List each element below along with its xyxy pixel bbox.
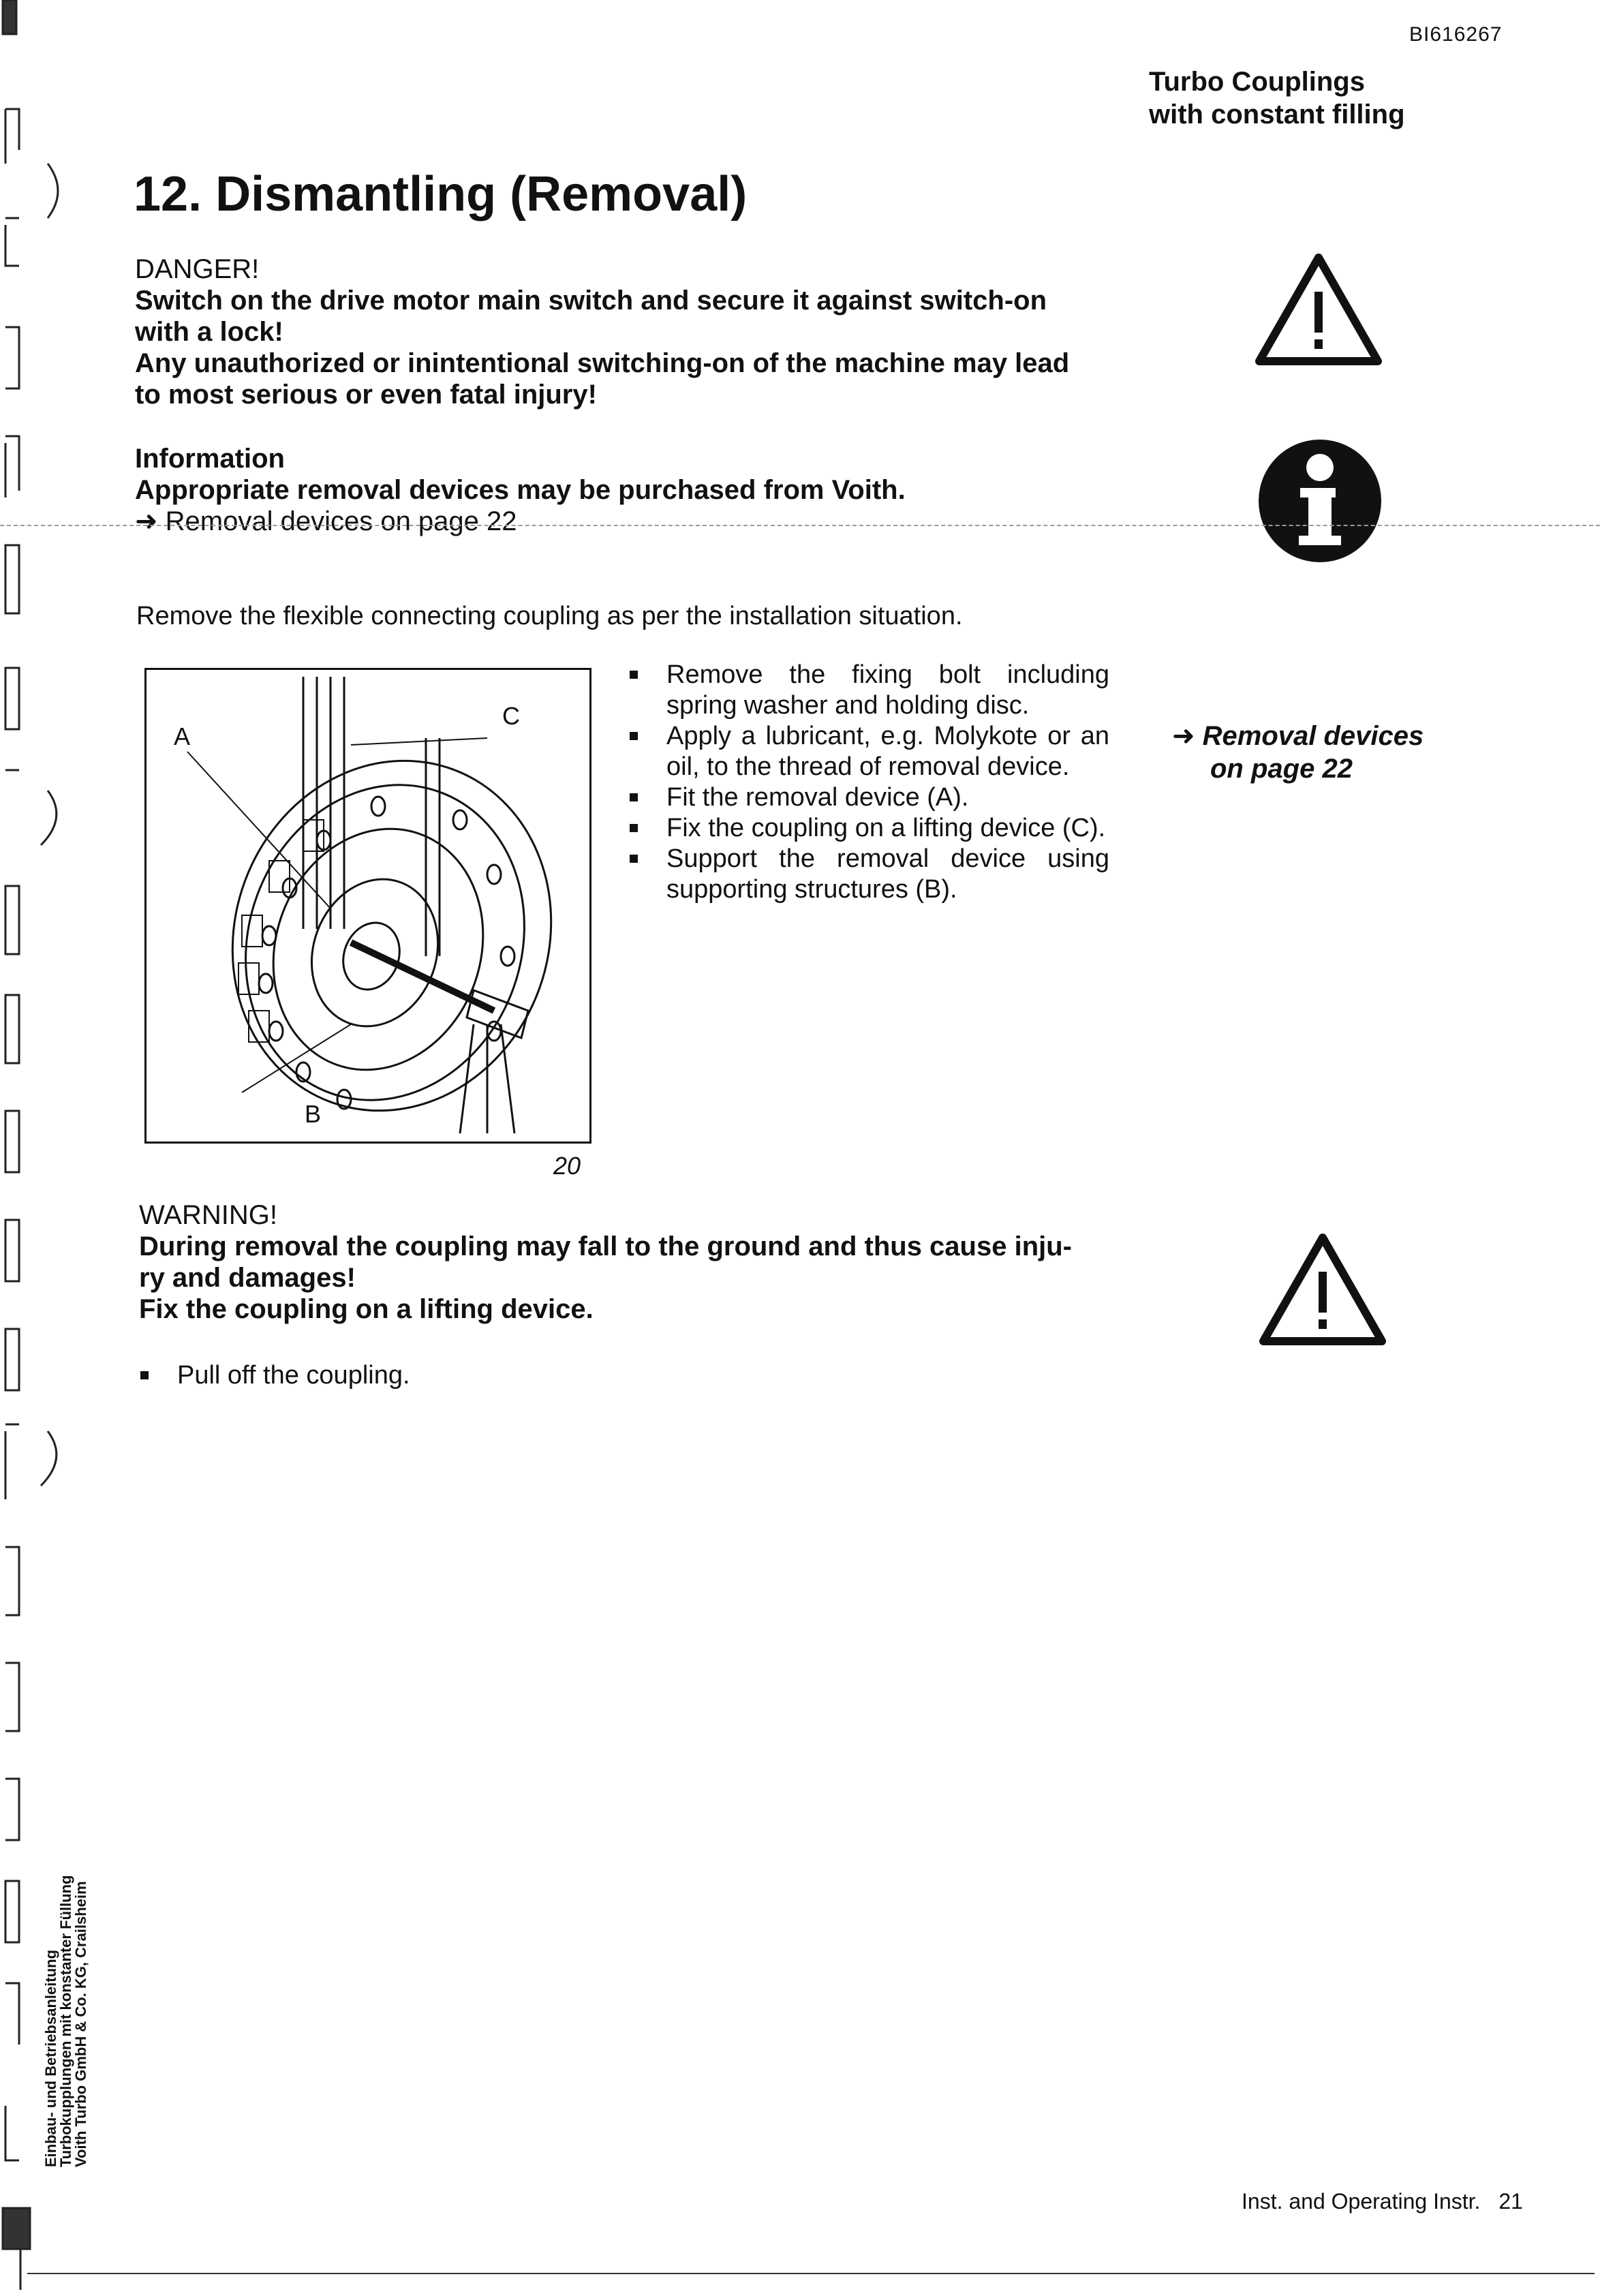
header-title-line2: with constant filling xyxy=(1149,100,1405,129)
bottom-rule xyxy=(27,2273,1595,2274)
warning-line1: During removal the coupling may fall to the ground and thus cause inju- xyxy=(139,1231,1073,1261)
danger-line3: Any unauthorized or inintentional switching-on of the machine may lead xyxy=(135,348,1070,378)
danger-line1: Switch on the drive motor main switch and secure it against switch-on xyxy=(135,286,1047,316)
warning-heading: WARNING! xyxy=(139,1200,277,1230)
coupling-removal-illustration xyxy=(147,670,589,1142)
danger-line2: with a lock! xyxy=(135,317,283,347)
section-divider xyxy=(0,525,1600,526)
margin-imprint-line2: Turbokupplungen mit konstanter Füllung xyxy=(57,1875,74,2167)
list-item: Fix the coupling on a lifting device (C). xyxy=(626,813,1109,844)
document-id: BI616267 xyxy=(1409,23,1503,46)
danger-warning-triangle-icon xyxy=(1254,252,1383,371)
list-item: Pull off the coupling. xyxy=(136,1360,681,1391)
figure-label-c: C xyxy=(502,702,520,730)
footer-label: Inst. and Operating Instr. xyxy=(1242,2189,1481,2214)
danger-block xyxy=(135,254,1123,410)
list-item: Apply a lubricant, e.g. Molykote or an oil, to the thread of removal device. xyxy=(626,721,1109,782)
information-block xyxy=(135,443,1123,537)
arrow-right-icon: ➜ xyxy=(135,506,166,536)
information-link-text: Removal devices on page 22 xyxy=(165,506,517,536)
information-icon xyxy=(1255,436,1385,569)
warning-line2: ry and damages! xyxy=(139,1263,356,1293)
page-footer xyxy=(1242,2189,1523,2214)
warning-block xyxy=(139,1199,1134,1325)
removal-figure xyxy=(144,668,591,1144)
list-item: Fit the removal device (A). xyxy=(626,782,1109,813)
final-step-list xyxy=(136,1360,681,1391)
page-number: 21 xyxy=(1498,2189,1523,2214)
margin-imprint-line1: Einbau- und Betriebsanleitung xyxy=(42,1949,59,2167)
warning-triangle-icon xyxy=(1258,1232,1387,1351)
information-line1: Appropriate removal devices may be purchased from Voith. xyxy=(135,475,906,505)
danger-heading: DANGER! xyxy=(135,254,260,284)
figure-number: 20 xyxy=(553,1152,581,1180)
figure-label-b: B xyxy=(305,1100,322,1128)
list-item: Remove the fixing bolt including spring washer and holding disc. xyxy=(626,660,1109,721)
steps-list xyxy=(626,660,1109,905)
side-reference-link[interactable] xyxy=(1172,720,1424,785)
margin-imprint-line3: Voith Turbo GmbH & Co. KG, Crailsheim xyxy=(72,1881,89,2167)
page-title: 12. Dismantling (Removal) xyxy=(134,167,748,221)
danger-line4: to most serious or even fatal injury! xyxy=(135,380,597,410)
header-title xyxy=(1149,65,1405,131)
intro-text: Remove the flexible connecting coupling as per the installation situation. xyxy=(136,602,963,630)
arrow-right-icon: ➜ xyxy=(1172,721,1203,751)
warning-line3: Fix the coupling on a lifting device. xyxy=(139,1294,594,1324)
side-reference-line1: ➜ Removal devices xyxy=(1172,721,1424,751)
list-item: Support the removal device using supporting structures (B). xyxy=(626,844,1109,905)
figure-label-a: A xyxy=(174,722,191,750)
information-link[interactable] xyxy=(135,506,1123,537)
side-reference-line2: on page 22 xyxy=(1210,754,1353,784)
header-title-line1: Turbo Couplings xyxy=(1149,67,1365,97)
information-heading: Information xyxy=(135,444,285,474)
